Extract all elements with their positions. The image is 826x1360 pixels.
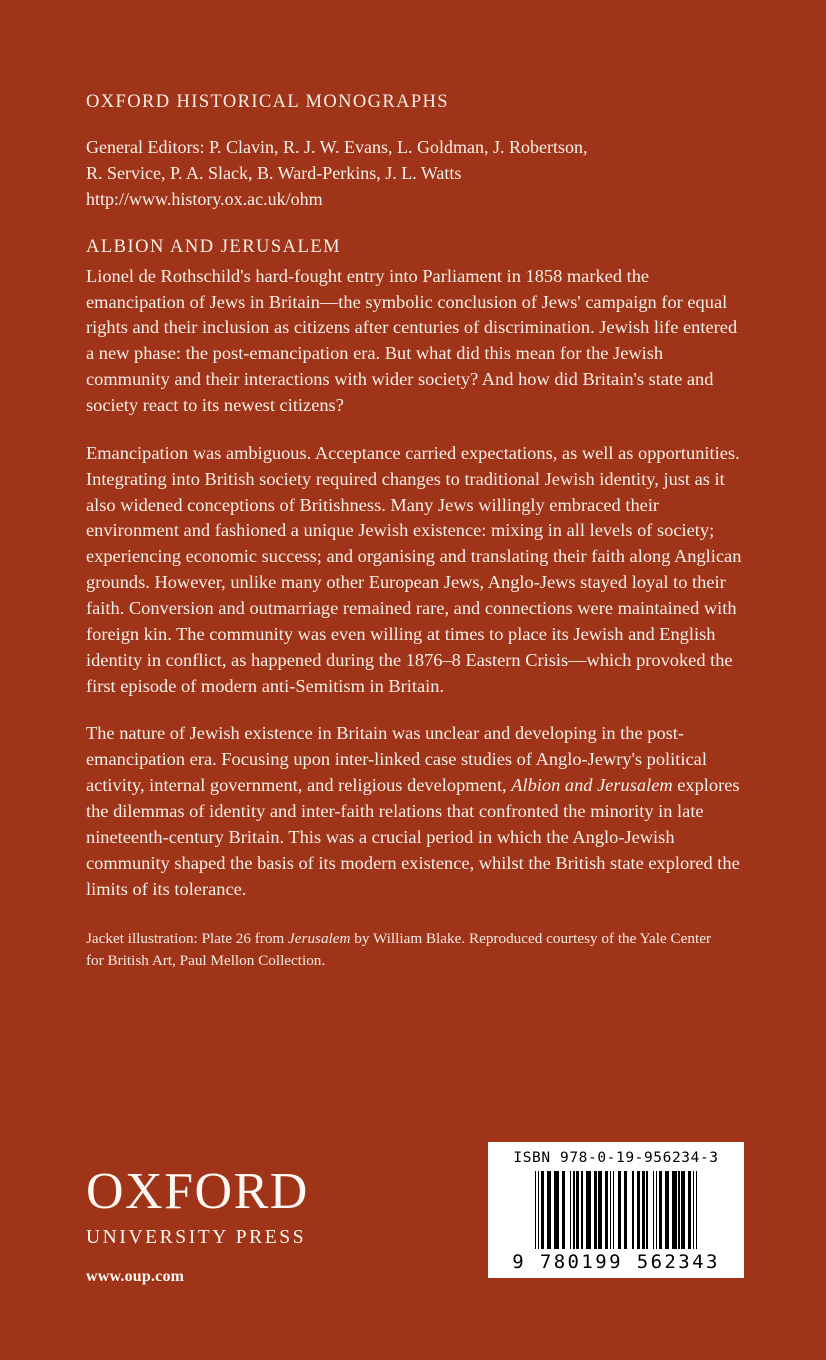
series-title: OXFORD HISTORICAL MONOGRAPHS xyxy=(86,92,449,112)
blurb-paragraph-3-part-1: The nature of Jewish existence in Britain was unclear and developing in the post-emancipation era. Focusing upon inter-linked case studies of Anglo-Jewry's political activity, internal government, and religious development, xyxy=(86,723,707,796)
cover-text-block xyxy=(86,92,746,972)
jacket-credit-part-2: by William Blake. Reproduced courtesy of the Yale Center for British Art, Paul Mellon Collection. xyxy=(86,930,712,969)
publisher-name: OXFORD xyxy=(86,1163,309,1220)
blurb-paragraph-2: Emancipation was ambiguous. Acceptance carried expectations, as well as opportunities. Integrating into British society required changes to traditional Jewish identity, just as it also widened conceptions of Britishness. Many Jews willingly embraced their environment and fashioned a unique Jewish existence: mixing in all levels of society; experiencing economic success; and organising and translating their faith along Anglican grounds. However, unlike many other European Jews, Anglo-Jews stayed loyal to their faith. Conversion and outmarriage remained rare, and connections were maintained with foreign kin. The community was even willing at times to place its Jewish and English identity in conflict, as happened during the 1876–8 Eastern Crisis—which provoked the first episode of modern anti-Semitism in Britain. xyxy=(86,442,742,696)
publisher-website[interactable]: www.oup.com xyxy=(86,1268,185,1285)
barcode-digits: 9 780199 562343 xyxy=(512,1251,720,1273)
series-url[interactable]: http://www.history.ox.ac.uk/ohm xyxy=(86,189,323,210)
book-title: ALBION AND JERUSALEM xyxy=(86,236,342,257)
jacket-credit-italic-title: Jerusalem xyxy=(288,930,351,948)
isbn-label: ISBN 978-0-19-956234-3 xyxy=(513,1150,719,1166)
series-editors xyxy=(86,135,746,213)
jacket-credit-part-1: Jacket illustration: Plate 26 from xyxy=(86,930,289,948)
series-editors-line-2: R. Service, P. A. Slack, B. Ward-Perkins, J. L. Watts xyxy=(86,162,462,183)
series-editors-line-1: General Editors: P. Clavin, R. J. W. Evans, L. Goldman, J. Robertson, xyxy=(86,137,588,157)
barcode-bars xyxy=(498,1171,734,1249)
jacket-illustration-credit xyxy=(86,928,726,971)
blurb-paragraph-3 xyxy=(86,721,746,902)
publisher-logo xyxy=(86,1163,346,1249)
blurb-paragraph-3-part-2: explores the dilemmas of identity and inter-faith relations that confronted the minority in late nineteenth-century Britain. This was a crucial period in which the Anglo-Jewish community shaped the basis of its modern existence, whilst the British state explored the limits of its tolerance. xyxy=(86,775,740,899)
publisher-subtitle: UNIVERSITY PRESS xyxy=(86,1227,307,1248)
book-blurb xyxy=(86,264,746,903)
blurb-paragraph-1: Lionel de Rothschild's hard-fought entry into Parliament in 1858 marked the emancipation of Jews in Britain—the symbolic conclusion of Jews' campaign for equal rights and their inclusion as citizens after centuries of discrimination. Jewish life entered a new phase: the post-emancipation era. But what did this mean for the Jewish community and their interactions with wider society? And how did Britain's state and society react to its newest citizens? xyxy=(86,265,738,415)
barcode-block xyxy=(488,1142,744,1278)
blurb-book-title-italic: Albion and Jerusalem xyxy=(511,775,673,796)
